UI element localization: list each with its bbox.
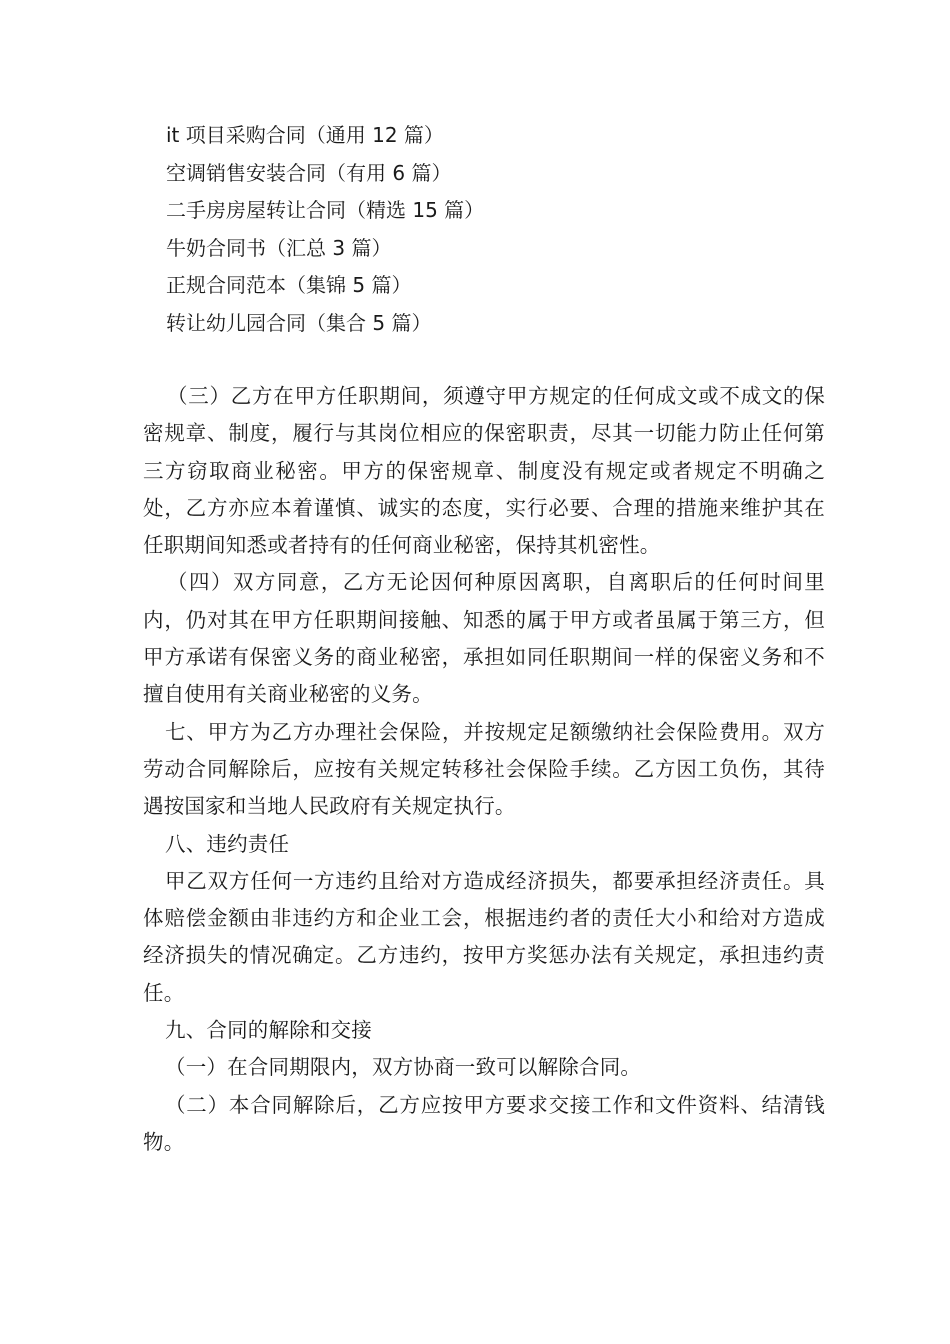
- related-links-list: [166, 117, 484, 342]
- related-link-item[interactable]: [166, 192, 484, 230]
- paragraph-clause-3: （三）乙方在甲方任职期间，须遵守甲方规定的任何成文或不成文的保密规章、制度，履行与其岗位相应的保密职责，尽其一切能力防止任何第三方窃取商业秘密。甲方的保密规章、制度没有规定或者规定不明确之处，乙方亦应本着谨慎、诚实的态度，实行必要、合理的措施来维护其在任职期间知悉或者持有的任何商业秘密，保持其机密性。: [143, 384, 825, 558]
- related-link[interactable]: it 项目采购合同（通用 12 篇）: [166, 123, 444, 147]
- related-link-item[interactable]: [166, 117, 484, 155]
- related-link-item[interactable]: [166, 305, 484, 343]
- related-link[interactable]: 牛奶合同书（汇总 3 篇）: [166, 235, 392, 260]
- related-link[interactable]: 正规合同范本（集锦 5 篇）: [166, 273, 412, 297]
- related-link-item[interactable]: [166, 230, 484, 268]
- contract-body: [143, 378, 825, 1161]
- paragraph-termination-1: （一）在合同期限内，双方协商一致可以解除合同。: [165, 1055, 642, 1080]
- heading-termination: 九、合同的解除和交接: [165, 1018, 372, 1043]
- paragraph-termination-2: （二）本合同解除后，乙方应按甲方要求交接工作和文件资料、结清钱物。: [143, 1092, 825, 1154]
- heading-breach-liability: 八、违约责任: [165, 831, 290, 856]
- related-link[interactable]: 转让幼儿园合同（集合 5 篇）: [166, 310, 432, 335]
- paragraph-clause-4: （四）双方同意，乙方无论因何种原因离职，自离职后的任何时间里内，仍对其在甲方任职期间接触、知悉的属于甲方或者虽属于第三方，但甲方承诺有保密义务的商业秘密，承担如同任职期间一样的保密义务和不擅自使用有关商业秘密的义务。: [143, 570, 825, 707]
- related-link-item[interactable]: [166, 267, 484, 305]
- related-link[interactable]: 空调销售安装合同（有用 6 篇）: [166, 160, 452, 185]
- related-link[interactable]: 二手房房屋转让合同（精选 15 篇）: [166, 198, 485, 222]
- related-link-item[interactable]: [166, 155, 484, 193]
- paragraph-social-insurance: 七、甲方为乙方办理社会保险，并按规定足额缴纳社会保险费用。双方劳动合同解除后，应按有关规定转移社会保险手续。乙方因工负伤，其待遇按国家和当地人民政府有关规定执行。: [143, 719, 825, 819]
- paragraph-breach-liability: 甲乙双方任何一方违约且给对方造成经济损失，都要承担经济责任。具体赔偿金额由非违约方和企业工会，根据违约者的责任大小和给对方造成经济损失的情况确定。乙方违约，按甲方奖惩办法有关规定，承担违约责任。: [143, 868, 825, 1005]
